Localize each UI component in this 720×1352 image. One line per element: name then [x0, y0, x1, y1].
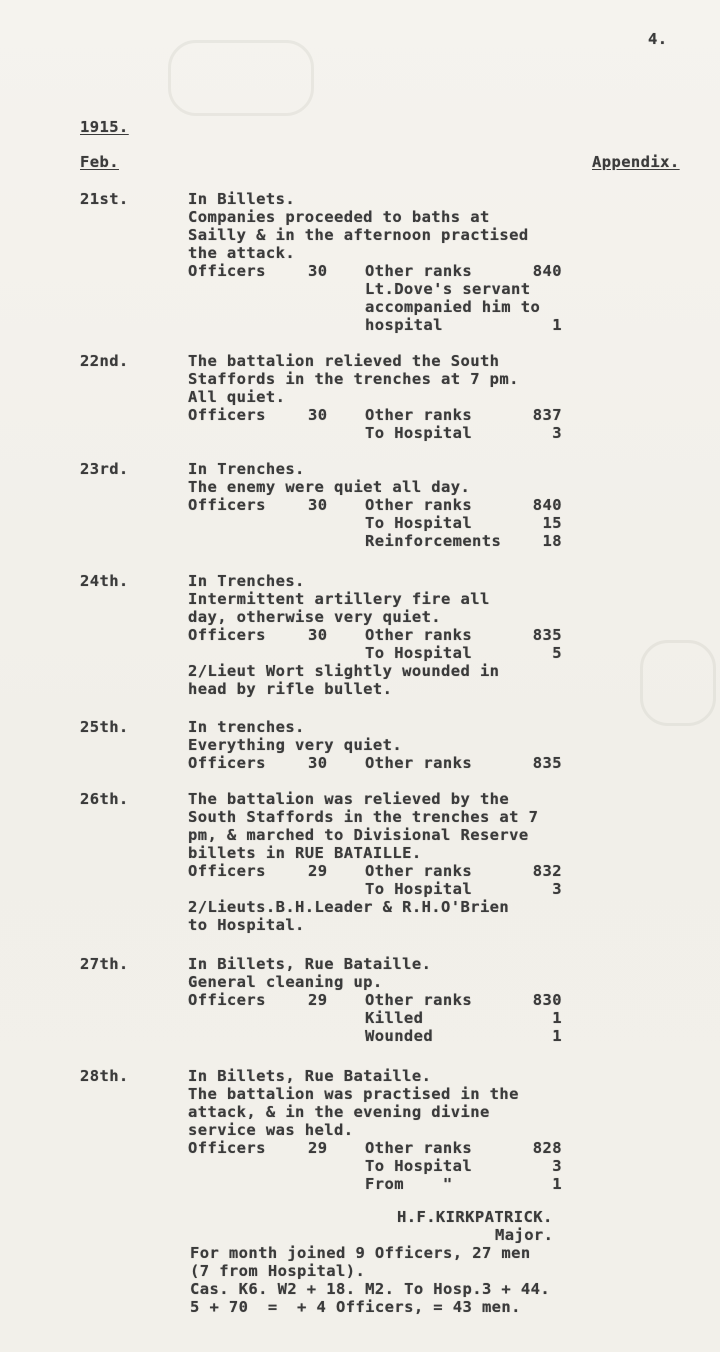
stat-label: To Hospital [365, 424, 473, 442]
signature-rank: Major. [495, 1226, 554, 1244]
stat-label: To Hospital [365, 1157, 473, 1175]
entry-text-line: In Trenches. [188, 460, 305, 478]
entry-date: 22nd. [80, 352, 129, 370]
stat-value: 840 [532, 262, 562, 280]
stat-label: Wounded [365, 1027, 434, 1045]
entry-note-line: 2/Lieut Wort slightly wounded in [188, 662, 500, 680]
stat-value: 3 [552, 424, 562, 442]
month-heading: Feb. [80, 153, 119, 171]
entry-text-line: In Billets. [188, 190, 296, 208]
officers-label: Officers [188, 1139, 266, 1157]
officers-label: Officers [188, 991, 266, 1009]
summary-line: 5 + 70 = + 4 Officers, = 43 men. [190, 1298, 521, 1316]
stat-value: 15 [542, 514, 562, 532]
entry-note-line: head by rifle bullet. [188, 680, 393, 698]
stat-value: 832 [532, 862, 562, 880]
officers-count: 29 [308, 991, 328, 1009]
officers-count: 30 [308, 754, 328, 772]
entry-date: 28th. [80, 1067, 129, 1085]
stat-label: To Hospital [365, 644, 473, 662]
faded-watermark [168, 40, 314, 116]
entry-text-line: attack, & in the evening divine [188, 1103, 490, 1121]
stat-label: Other ranks [365, 262, 473, 280]
stat-label: Killed [365, 1009, 424, 1027]
stat-label: From " [365, 1175, 453, 1193]
stat-value: 828 [532, 1139, 562, 1157]
entry-text-line: Intermittent artillery fire all [188, 590, 490, 608]
stat-value: 830 [532, 991, 562, 1009]
stat-value: 3 [552, 880, 562, 898]
page-number: 4. [648, 30, 668, 48]
officers-label: Officers [188, 406, 266, 424]
stat-value: 837 [532, 406, 562, 424]
entry-date: 25th. [80, 718, 129, 736]
entry-text-line: General cleaning up. [188, 973, 383, 991]
entry-text-line: All quiet. [188, 388, 286, 406]
stat-label: Other ranks [365, 1139, 473, 1157]
entry-text-line: In Billets, Rue Bataille. [188, 955, 432, 973]
stat-label: Lt.Dove's servant [365, 280, 531, 298]
entry-date: 21st. [80, 190, 129, 208]
officers-count: 29 [308, 862, 328, 880]
stat-label: Other ranks [365, 626, 473, 644]
entry-text-line: service was held. [188, 1121, 354, 1139]
officers-label: Officers [188, 862, 266, 880]
entry-text-line: Sailly & in the afternoon practised [188, 226, 529, 244]
stat-label: Other ranks [365, 991, 473, 1009]
stat-label: Other ranks [365, 754, 473, 772]
stat-value: 835 [532, 754, 562, 772]
officers-count: 29 [308, 1139, 328, 1157]
summary-line: Cas. K6. W2 + 18. M2. To Hosp.3 + 44. [190, 1280, 551, 1298]
officers-count: 30 [308, 262, 328, 280]
entry-text-line: The enemy were quiet all day. [188, 478, 471, 496]
officers-label: Officers [188, 262, 266, 280]
stat-label: Reinforcements [365, 532, 502, 550]
stat-value: 835 [532, 626, 562, 644]
officers-label: Officers [188, 754, 266, 772]
appendix-heading: Appendix. [592, 153, 680, 171]
stat-value: 3 [552, 1157, 562, 1175]
stat-label: To Hospital [365, 514, 473, 532]
officers-label: Officers [188, 626, 266, 644]
entry-text-line: The battalion was relieved by the [188, 790, 510, 808]
stat-label: To Hospital [365, 880, 473, 898]
stat-label: Other ranks [365, 496, 473, 514]
officers-count: 30 [308, 406, 328, 424]
stat-value: 1 [552, 1027, 562, 1045]
officers-count: 30 [308, 496, 328, 514]
entry-text-line: The battalion relieved the South [188, 352, 500, 370]
year-heading: 1915. [80, 118, 129, 136]
stat-value: 1 [552, 1009, 562, 1027]
entry-text-line: In trenches. [188, 718, 305, 736]
entry-text-line: pm, & marched to Divisional Reserve [188, 826, 529, 844]
stat-label: hospital [365, 316, 443, 334]
entry-note-line: to Hospital. [188, 916, 305, 934]
entry-text-line: Companies proceeded to baths at [188, 208, 490, 226]
entry-text-line: Everything very quiet. [188, 736, 403, 754]
entry-text-line: The battalion was practised in the [188, 1085, 519, 1103]
entry-date: 23rd. [80, 460, 129, 478]
stat-value: 840 [532, 496, 562, 514]
entry-text-line: billets in RUE BATAILLE. [188, 844, 422, 862]
entry-date: 26th. [80, 790, 129, 808]
stat-value: 1 [552, 316, 562, 334]
entry-note-line: 2/Lieuts.B.H.Leader & R.H.O'Brien [188, 898, 510, 916]
stat-label: Other ranks [365, 406, 473, 424]
stat-value: 18 [542, 532, 562, 550]
faded-watermark [640, 640, 716, 726]
entry-date: 24th. [80, 572, 129, 590]
entry-text-line: In Billets, Rue Bataille. [188, 1067, 432, 1085]
signature-name: H.F.KIRKPATRICK. [397, 1208, 553, 1226]
entry-text-line: Staffords in the trenches at 7 pm. [188, 370, 519, 388]
entry-text-line: South Staffords in the trenches at 7 [188, 808, 539, 826]
entry-text-line: day, otherwise very quiet. [188, 608, 442, 626]
stat-value: 1 [552, 1175, 562, 1193]
entry-date: 27th. [80, 955, 129, 973]
entry-text-line: In Trenches. [188, 572, 305, 590]
stat-value: 5 [552, 644, 562, 662]
entry-text-line: the attack. [188, 244, 296, 262]
stat-label: Other ranks [365, 862, 473, 880]
summary-line: (7 from Hospital). [190, 1262, 366, 1280]
officers-label: Officers [188, 496, 266, 514]
summary-line: For month joined 9 Officers, 27 men [190, 1244, 531, 1262]
officers-count: 30 [308, 626, 328, 644]
stat-label: accompanied him to [365, 298, 541, 316]
